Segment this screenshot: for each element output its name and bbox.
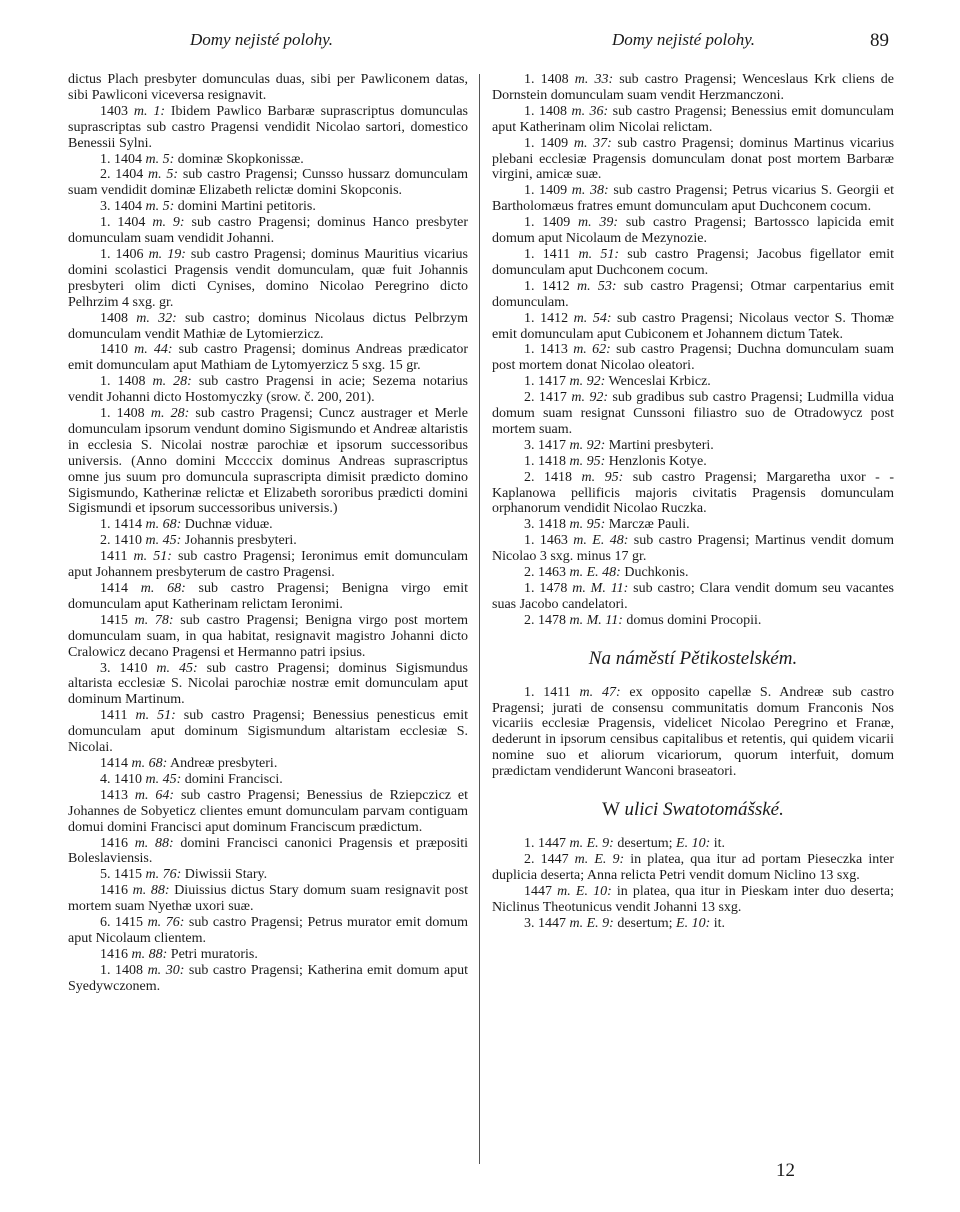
record-text: Wenceslai Krbicz. — [605, 374, 711, 390]
record-text: sub castro Pragensi; Petrus murator emit domum aput Nicolaum clientem. — [68, 915, 469, 946]
record-entry — [492, 565, 894, 581]
record-entry — [492, 852, 894, 884]
section-heading-prefix: W — [602, 799, 625, 821]
record-prefix: 1. 1447 — [524, 835, 570, 851]
record-reference: m. 47: — [579, 684, 621, 700]
record-text: Marczæ Pauli. — [605, 517, 690, 533]
record-prefix: 1416 — [100, 946, 132, 962]
column-divider — [479, 74, 480, 1164]
record-text: sub castro Pragensi; Martinus vendit domum Nicolao 3 sxg. minus 17 gr. — [492, 533, 895, 565]
record-entry — [492, 247, 894, 279]
record-prefix: 1. 1417 — [524, 374, 570, 390]
record-prefix: 1. 1408 — [100, 374, 153, 390]
record-prefix: 2. 1418 — [524, 469, 582, 485]
record-entry — [68, 406, 468, 517]
section-heading-swatotomasske — [492, 799, 894, 821]
record-prefix: 6. 1415 — [100, 915, 148, 931]
record-reference: m. E. 48: — [569, 565, 621, 581]
record-reference: m. 68: — [140, 581, 186, 596]
record-entry — [492, 72, 894, 104]
record-reference: m. 68: — [145, 517, 182, 533]
left-column — [68, 72, 468, 995]
record-entry — [492, 454, 894, 470]
record-text: sub castro Pragensi; Duchna domunculam suam post mortem donat Nicolao oleatori. — [492, 342, 895, 374]
running-header-right: Domy nejisté polohy. — [612, 30, 756, 49]
right-entries-part1 — [492, 72, 894, 629]
record-reference: m. 64: — [134, 787, 175, 803]
record-reference: m. 92: — [569, 437, 606, 453]
record-text: Andreæ presbyteri. — [167, 755, 278, 771]
record-reference: m. E. 9: — [569, 915, 614, 931]
record-entry — [68, 772, 468, 788]
record-text: sub castro Pragensi; Jacobus figellator emit domunculam aput Duchconem cocum. — [492, 246, 895, 278]
record-reference: m. E. 9: — [574, 851, 625, 867]
record-entry — [492, 884, 894, 916]
record-text: dictus Plach presbyter domunculas duas, sibi per Pawliconem datas, sibi Pawliconi viceversa resignavit. — [68, 72, 468, 103]
record-prefix: 1416 — [100, 883, 133, 899]
record-reference: m. 95: — [569, 453, 606, 469]
record-entry — [492, 470, 894, 518]
record-reference: m. 45: — [145, 533, 182, 549]
record-prefix: 1. 1413 — [524, 342, 574, 358]
record-text: sub castro Pragensi; Cuncz austrager et Merle domunculam ipsorum vendunt domino Sigismundo et Andreæ altaristis in ecclesia S. Nicolai nostræ parochiæ et ipsorum successoribus universis. (Anno domini Mccccix dominus Andreas suprascriptus omne jus suum pro domuncula suprascripta dimisit prædicto domino Sigismundo, Katherinæ relictæ et Elizabeth sororibus prædicti domini Sigismundi et ipsorum successoribus universis.) — [68, 406, 468, 517]
record-reference: m. M. 11: — [572, 581, 629, 596]
record-prefix: 1415 — [100, 612, 135, 628]
record-reference: m. 51: — [135, 708, 176, 724]
record-entry — [68, 661, 468, 709]
record-prefix: 1. 1404 — [100, 151, 146, 167]
record-entry — [492, 104, 894, 136]
record-reference: m. 78: — [134, 612, 174, 628]
record-text: sub castro Pragensi; Benessius penesticus emit domunculam aput dominum Sigismundum altaristam ecclesiæ S. Nicolai. — [68, 708, 468, 756]
record-prefix: 1. 1411 — [524, 684, 580, 700]
record-entry — [68, 867, 468, 883]
record-prefix: 1414 — [100, 581, 141, 596]
record-prefix: 1. 1408 — [524, 103, 572, 119]
record-text: dominæ Skopkonissæ. — [174, 151, 304, 167]
record-text: sub castro Pragensi; Margaretha uxor - - Kaplanowa pellificis majoris civitatis Pragensis domunculam orphanorum vendidit Nicolao Ruczka. — [492, 469, 895, 517]
record-reference: m. M. 11: — [569, 612, 623, 628]
record-entry — [68, 963, 468, 995]
record-entry — [68, 613, 468, 661]
record-text-second: it. — [710, 915, 726, 931]
record-reference: m. 32: — [136, 310, 177, 326]
record-reference: m. 37: — [573, 135, 612, 151]
record-reference: m. 51: — [133, 549, 172, 565]
record-entry — [68, 104, 468, 152]
record-entry — [492, 517, 894, 533]
record-prefix: 1. 1404 — [100, 215, 153, 231]
record-text: Duchnæ viduæ. — [181, 517, 273, 533]
record-text: sub castro Pragensi; dominus Sigismundus altarista ecclesiæ S. Nicolai parochiæ nostræ emit domunculam aput dominum Martinum. — [68, 660, 468, 708]
record-entry — [492, 916, 894, 932]
record-reference: m. 95: — [581, 469, 624, 485]
record-text: Ibidem Pawlico Barbaræ suprascriptus domunculas suprascriptas sub castro Pragensi vendidit Nicolao sartori, domestico Benessii Sylni. — [68, 103, 469, 151]
record-text: sub castro Pragensi in acie; Sezema notarius vendit Johanni dicto Hostomyczky (srow. č. 200, 201). — [68, 374, 468, 406]
record-text: sub castro Pragensi; dominus Hanco presbyter domunculam suam vendidit Johanni. — [68, 215, 468, 247]
record-text: Diwissii Stary. — [181, 867, 268, 883]
signature-mark: 12 — [776, 1160, 795, 1181]
record-reference: m. 92: — [571, 390, 609, 406]
record-reference: m. 92: — [569, 374, 606, 390]
record-reference: m. 28: — [150, 406, 190, 422]
record-text: sub castro Pragensi; Benessius de Rziepczicz et Johannes de Sobyeticz clientes emunt domunculam parvam contiguam domui domini Francisci aput dominum Franciscum prædictum. — [68, 787, 468, 835]
record-entry — [492, 342, 894, 374]
record-reference: m. 68: — [131, 755, 168, 771]
record-text: domus domini Procopii. — [622, 612, 762, 628]
record-reference: m. 33: — [574, 72, 614, 87]
record-prefix: 1447 — [524, 883, 558, 899]
record-text: sub castro Pragensi; dominus Martinus vicarius plebani ecclesiæ Pragensis domunculam donat post mortem Barbaræ virgini, amicæ suæ. — [492, 135, 895, 183]
record-text: sub castro Pragensi; Benigna virgo post mortem domunculam suam, in qua habitat, resignavit magistro Johanni dicto Cralowicz decano Pragensi et Hermanno patri ipsius. — [68, 612, 468, 660]
record-text: sub castro Pragensi; Benessius emit domunculam aput Katherinam olim Nicolai relictam. — [492, 103, 894, 135]
record-text-second: it. — [710, 835, 726, 851]
record-prefix: 1. 1406 — [100, 246, 149, 262]
record-entry — [68, 708, 468, 756]
record-text: domini Martini petitoris. — [174, 199, 316, 215]
record-text: domini Francisci. — [181, 771, 283, 787]
record-text: Diuissius dictus Stary domum suam resignavit post mortem suam Nyethæ uxori suæ. — [68, 883, 469, 915]
left-entries — [68, 72, 468, 995]
record-prefix: 2. 1410 — [100, 533, 146, 549]
record-text: sub castro Pragensi; Cunsso hussarz domunculam suam vendidit dominæ Elizabeth relictæ domini Skopconis. — [68, 167, 469, 199]
record-entry — [68, 247, 468, 311]
record-text: sub gradibus sub castro Pragensi; Ludmilla vidua domum suam resignat Cunssoni filiastro suo de Otradowycz post mortem suam. — [492, 390, 894, 437]
record-prefix: 1. 1478 — [524, 581, 573, 596]
record-prefix: 1408 — [100, 310, 137, 326]
record-reference: m. 30: — [147, 962, 185, 978]
right-entries-part3 — [492, 836, 894, 931]
record-entry — [492, 311, 894, 343]
record-prefix: 1. 1463 — [524, 533, 574, 549]
record-prefix: 1. 1412 — [524, 278, 577, 294]
record-prefix: 1. 1409 — [524, 135, 574, 151]
record-text: sub castro; dominus Nicolaus dictus Pelbrzym domunculam vendit Mathiæ de Lytomierzicz. — [68, 310, 468, 342]
record-entry — [492, 215, 894, 247]
record-text: Duchkonis. — [620, 565, 689, 581]
record-reference: m. 1: — [133, 103, 165, 119]
record-entry — [68, 374, 468, 406]
record-prefix: 2. 1463 — [524, 565, 570, 581]
record-entry — [68, 915, 468, 947]
record-prefix: 3. 1417 — [524, 437, 570, 453]
record-entry — [68, 836, 468, 868]
record-reference: m. 88: — [131, 946, 168, 962]
record-text: in platea, qua itur in Pieskam inter duo deserta; Niclinus Theotunicus vendit Johanni 13 sxg. — [492, 883, 894, 915]
record-prefix: 1. 1409 — [524, 215, 579, 231]
record-entry — [492, 685, 894, 780]
record-entry — [492, 374, 894, 390]
record-reference: m. 5: — [145, 151, 175, 167]
record-entry — [68, 549, 468, 581]
record-entry — [492, 613, 894, 629]
record-text: Martini presbyteri. — [605, 437, 714, 453]
record-entry — [68, 342, 468, 374]
record-prefix: 2. 1404 — [100, 167, 149, 183]
record-text: sub castro; Clara vendit domum seu vacantes suas Jacobo candelatori. — [492, 581, 895, 612]
record-entry — [68, 581, 468, 613]
record-entry — [68, 788, 468, 836]
record-reference-second: E. 10: — [676, 835, 711, 851]
record-prefix: 4. 1410 — [100, 771, 146, 787]
record-entry — [68, 883, 468, 915]
record-text: sub castro Pragensi; dominus Andreas prædicator emit domunculam aput Mathiam de Lytomyerzicz 5 sxg. 15 gr. — [68, 342, 469, 374]
record-prefix: 1. 1414 — [100, 517, 146, 533]
record-entry — [68, 517, 468, 533]
record-reference: m. E. 10: — [557, 883, 612, 899]
record-entry — [492, 183, 894, 215]
running-header-left: Domy nejisté polohy. — [190, 30, 334, 49]
record-entry — [68, 947, 468, 963]
record-prefix: 1. 1411 — [524, 246, 579, 262]
record-entry — [68, 756, 468, 772]
record-entry — [492, 390, 894, 438]
record-reference: m. 45: — [145, 771, 182, 787]
record-entry — [68, 72, 468, 104]
record-entry — [68, 311, 468, 343]
record-reference: m. 62: — [573, 342, 611, 358]
record-prefix: 3. 1410 — [100, 660, 157, 676]
record-prefix: 3. 1418 — [524, 517, 570, 533]
record-reference: m. 5: — [145, 199, 175, 215]
record-reference: m. E. 48: — [573, 533, 629, 549]
record-prefix: 1411 — [100, 549, 134, 565]
record-prefix: 1403 — [100, 103, 134, 119]
record-entry — [68, 167, 468, 199]
record-reference: m. 76: — [147, 915, 185, 931]
record-reference: m. 45: — [156, 660, 198, 676]
record-entry — [68, 152, 468, 168]
record-entry — [492, 136, 894, 184]
record-entry — [492, 438, 894, 454]
record-prefix: 1. 1412 — [524, 310, 574, 326]
record-entry — [68, 215, 468, 247]
record-text: Henzlonis Kotye. — [605, 453, 707, 469]
record-text: in platea, qua itur ad portam Pieseczka inter duplicia deserta; Anna relicta Petri vendit domum Niclino 13 sxg. — [492, 851, 895, 883]
section-heading-text: ulici Swatotomášské. — [624, 799, 784, 821]
record-reference: m. 95: — [569, 517, 606, 533]
record-prefix: 3. 1447 — [524, 915, 570, 931]
record-reference: m. 53: — [576, 278, 617, 294]
record-text: sub castro Pragensi; Wenceslaus Krk cliens de Dornstein domunculam suam vendit Herzmanczoni. — [492, 72, 895, 103]
record-prefix: 5. 1415 — [100, 867, 146, 883]
record-reference: m. 88: — [132, 883, 170, 899]
record-entry — [68, 533, 468, 549]
record-text: sub castro Pragensi; Katherina emit domum aput Syedywczonem. — [68, 962, 468, 994]
record-prefix: 3. 1404 — [100, 199, 146, 215]
record-text: sub castro Pragensi; Bartossco lapicida emit domum aput Nicolaum de Mezynozie. — [492, 215, 895, 247]
page-number: 89 — [870, 30, 889, 51]
record-text: Johannis presbyteri. — [181, 533, 297, 549]
record-reference: m. 76: — [145, 867, 182, 883]
record-prefix: 2. 1478 — [524, 612, 570, 628]
record-reference: m. 39: — [578, 215, 619, 231]
record-prefix: 1. 1408 — [524, 72, 575, 87]
record-reference: m. 88: — [134, 835, 174, 851]
record-entry — [492, 581, 894, 613]
record-prefix: 1416 — [100, 835, 135, 851]
record-prefix: 1. 1409 — [524, 183, 572, 199]
record-text: desertum; — [613, 915, 677, 931]
record-prefix: 2. 1447 — [524, 851, 575, 867]
section-heading-pet-kostelske: Na náměstí Pětikostelském. — [588, 647, 798, 669]
record-entry — [492, 836, 894, 852]
record-text: sub castro Pragensi; Ieronimus emit domunculam aput Johannem presbyterum de castro Pragensi. — [68, 549, 468, 581]
record-reference: m. E. 9: — [569, 835, 614, 851]
right-column — [492, 72, 894, 931]
record-text: Petri muratoris. — [167, 946, 258, 962]
record-prefix: 1. 1408 — [100, 962, 148, 978]
record-prefix: 1. 1408 — [100, 406, 151, 422]
record-prefix: 1413 — [100, 787, 135, 803]
record-text: sub castro Pragensi; Petrus vicarius S. Georgii et Bartholomæus fratres emunt domunculam aput Duchconem cocum. — [492, 183, 895, 215]
record-reference: m. 5: — [148, 167, 179, 183]
record-reference: m. 51: — [578, 246, 620, 262]
record-prefix: 1410 — [100, 342, 135, 358]
record-text: sub castro Pragensi; Nicolaus vector S. Thomæ emit domunculam aput Cubiconem et Johannem dictum Tatek. — [492, 310, 894, 342]
record-entry — [68, 199, 468, 215]
right-entries-part2 — [492, 685, 894, 780]
record-reference: m. 19: — [148, 246, 186, 262]
record-prefix: 2. 1417 — [524, 390, 572, 406]
record-text: domini Francisci canonici Pragensis et præpositi Boleslaviensis. — [68, 835, 468, 867]
record-text: sub castro Pragensi; Otmar carpentarius emit domunculam. — [492, 278, 894, 310]
record-text: sub castro Pragensi; dominus Mauritius vicarius domini scolastici Pragensis vendit domunculam, quæ fuit Johannis presbyteri olim dicti Cynises, domino Nicolao Peregrino dicto Pelhrzim 4 sxg. gr. — [68, 246, 469, 310]
record-reference: m. 28: — [152, 374, 192, 390]
record-text: ex opposito capellæ S. Andreæ sub castro Pragensi; jurati de consensu communitatis domum Franconis Nos vicariis ecclesiæ Pragensis, videlicet Nicolao Peregrino et Franæ, dederunt in ipsorum censibus capitalibus et retentis, qui quidem vicarii nomine suo et aliorum vicariorum, quorum interfuit, domum prædictam vendiderunt Wanconi braseatori. — [492, 684, 894, 780]
record-reference: m. 9: — [152, 215, 185, 231]
record-text: desertum; — [613, 835, 677, 851]
record-entry — [492, 533, 894, 565]
record-prefix: 1414 — [100, 755, 132, 771]
record-reference-second: E. 10: — [676, 915, 711, 931]
record-prefix: 1. 1418 — [524, 453, 570, 469]
record-prefix: 1411 — [100, 708, 136, 724]
record-reference: m. 36: — [571, 103, 609, 119]
record-reference: m. 54: — [573, 310, 612, 326]
record-reference: m. 44: — [134, 342, 173, 358]
record-text: sub castro Pragensi; Benigna virgo emit domunculam aput Katherinam relictam Ieronimi. — [68, 581, 468, 612]
record-entry — [492, 279, 894, 311]
record-reference: m. 38: — [571, 183, 609, 199]
